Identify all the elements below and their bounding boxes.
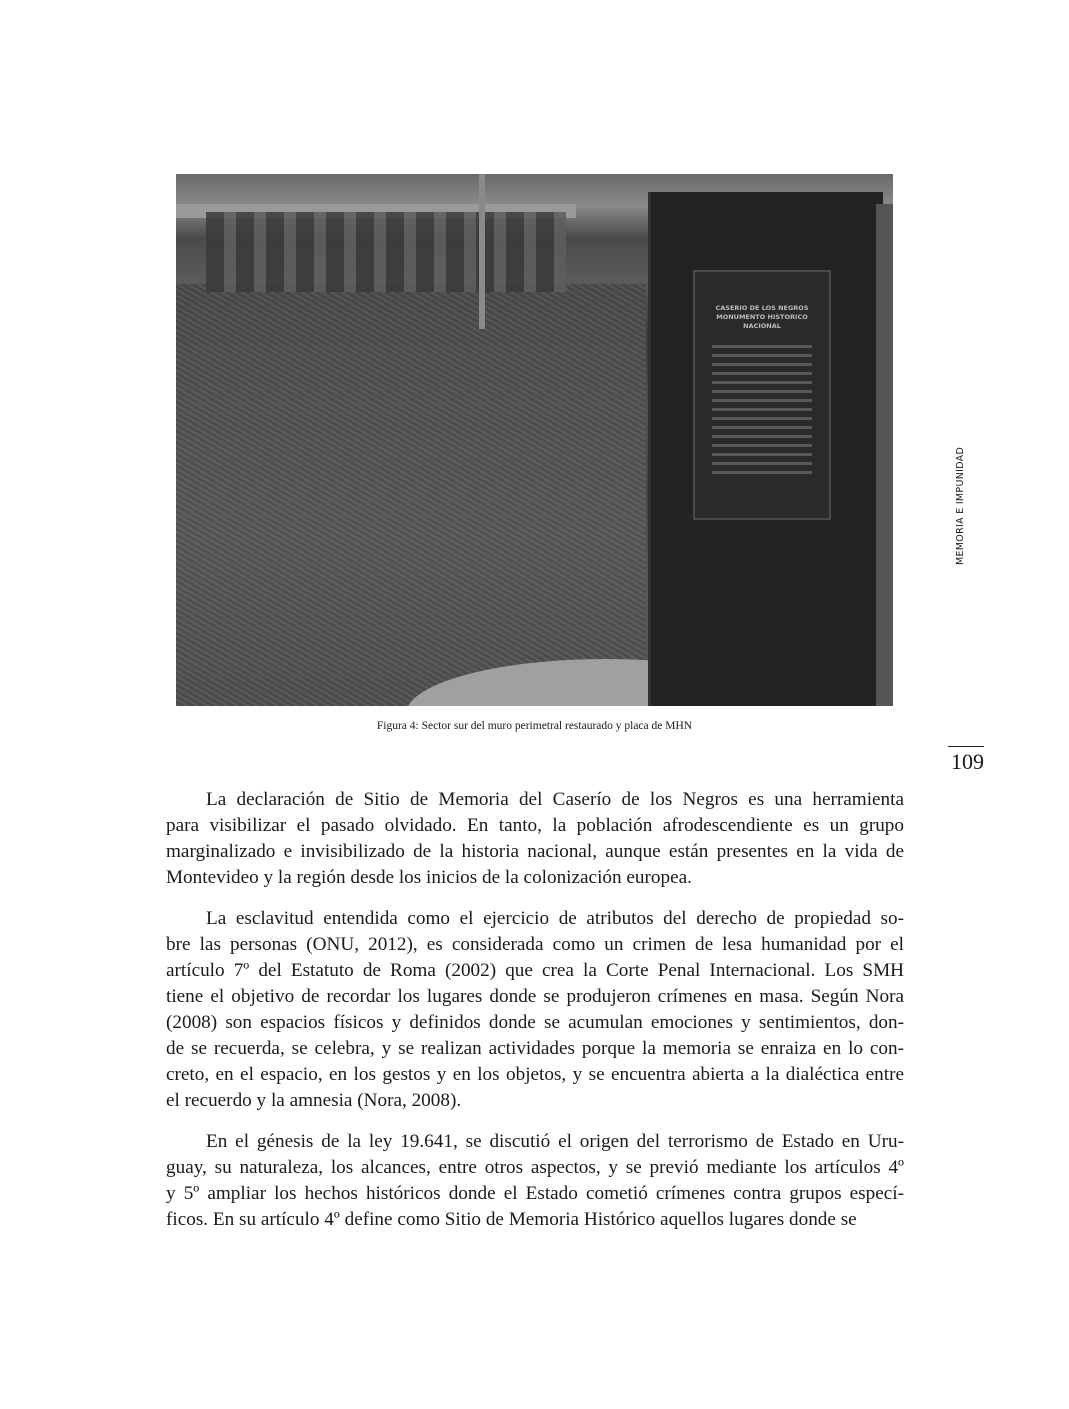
text-line: guay, su naturaleza, los alcances, entre otros aspectos, y se previó mediante los artículos 4º bbox=[166, 1157, 904, 1178]
text-line: (2008) son espacios físicos y definidos donde se acumulan emociones y sentimientos, don- bbox=[166, 1012, 904, 1033]
pole bbox=[479, 174, 485, 329]
plaque-line: CASERIO DE LOS NEGROS bbox=[715, 304, 809, 312]
text-line: marginalizado e invisibilizado de la historia nacional, aunque están presentes en la vida de bbox=[166, 841, 904, 862]
text-line: de se recuerda, se celebra, y se realizan actividades porque la memoria se enraiza en lo con- bbox=[166, 1038, 904, 1059]
grass-area bbox=[176, 284, 646, 706]
plaque-illegible-text bbox=[712, 345, 812, 475]
paragraph bbox=[166, 1129, 904, 1233]
text-line: para visibilizar el pasado olvidado. En tanto, la población afrodescendiente es un grupo bbox=[166, 815, 904, 836]
text-line: En el génesis de la ley 19.641, se discutió el origen del terrorismo de Estado en Uru- bbox=[206, 1131, 904, 1152]
monument-plaque bbox=[693, 270, 831, 520]
monument-side bbox=[876, 204, 893, 706]
plaque-line: NACIONAL bbox=[743, 322, 781, 330]
plaque-line: MONUMENTO HISTORICO bbox=[716, 313, 808, 321]
text-line: artículo 7º del Estatuto de Roma (2002) que crea la Corte Penal Internacional. Los SMH bbox=[166, 960, 904, 981]
text-line: creto, en el espacio, en los gestos y en los objetos, y se encuentra abierta a la dialéctica entre bbox=[166, 1064, 904, 1085]
text-line: La declaración de Sitio de Memoria del Caserío de los Negros es una herramienta bbox=[206, 789, 904, 810]
figure-photo bbox=[176, 174, 893, 706]
text-line: Montevideo y la región desde los inicios de la colonización europea. bbox=[166, 867, 692, 888]
paragraph bbox=[166, 787, 904, 891]
page-number: 109 bbox=[948, 746, 984, 775]
body-text bbox=[166, 787, 904, 1248]
stone-wall bbox=[206, 212, 566, 292]
text-line: La esclavitud entendida como el ejercicio de atributos del derecho de propiedad so- bbox=[206, 908, 904, 929]
text-line: y 5º ampliar los hechos históricos donde el Estado cometió crímenes contra grupos especí- bbox=[166, 1183, 904, 1204]
monument-monolith bbox=[648, 192, 883, 706]
text-line: tiene el objetivo de recordar los lugares donde se produjeron crímenes en masa. Según Nora bbox=[166, 986, 904, 1007]
text-line: ficos. En su artículo 4º define como Sitio de Memoria Histórico aquellos lugares donde se bbox=[166, 1209, 857, 1230]
text-line: el recuerdo y la amnesia (Nora, 2008). bbox=[166, 1090, 462, 1111]
text-line: bre las personas (ONU, 2012), es considerada como un crimen de lesa humanidad por el bbox=[166, 934, 904, 955]
running-header: MEMORIA E IMPUNIDAD bbox=[955, 446, 966, 565]
figure-caption: Figura 4: Sector sur del muro perimetral restaurado y placa de MHN bbox=[376, 720, 693, 732]
paragraph bbox=[166, 906, 904, 1114]
